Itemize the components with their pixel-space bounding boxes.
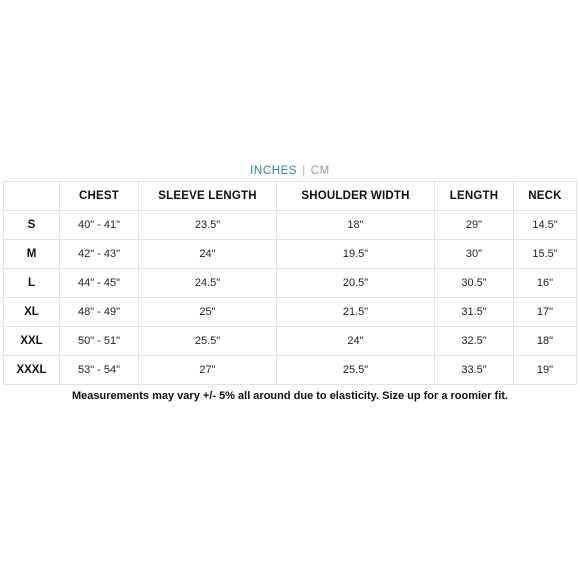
shoulder-width-cell: 20.5"	[277, 269, 435, 298]
size-label: S	[4, 211, 60, 240]
length-cell: 31.5"	[435, 298, 514, 327]
chest-cell: 48" - 49"	[60, 298, 139, 327]
table-row	[4, 211, 577, 240]
neck-cell: 16"	[514, 269, 577, 298]
size-label: XXL	[4, 327, 60, 356]
column-header-sleeve-length: SLEEVE LENGTH	[139, 182, 277, 211]
sleeve-length-cell: 25"	[139, 298, 277, 327]
size-chart-table	[3, 181, 577, 385]
column-header-neck: NECK	[514, 182, 577, 211]
table-row	[4, 298, 577, 327]
column-header-shoulder-width: SHOULDER WIDTH	[277, 182, 435, 211]
neck-cell: 19"	[514, 356, 577, 385]
measurement-footnote: Measurements may vary +/- 5% all around due to elasticity. Size up for a roomier fit.	[72, 390, 508, 402]
neck-cell: 17"	[514, 298, 577, 327]
chest-cell: 44" - 45"	[60, 269, 139, 298]
shoulder-width-cell: 21.5"	[277, 298, 435, 327]
size-label: L	[4, 269, 60, 298]
chest-cell: 40" - 41"	[60, 211, 139, 240]
chest-cell: 53" - 54"	[60, 356, 139, 385]
unit-toggle	[0, 163, 580, 179]
column-header-size	[4, 182, 60, 211]
size-label: XXXL	[4, 356, 60, 385]
sleeve-length-cell: 24.5"	[139, 269, 277, 298]
table-row	[4, 356, 577, 385]
neck-cell: 14.5"	[514, 211, 577, 240]
chest-cell: 50" - 51"	[60, 327, 139, 356]
column-header-length: LENGTH	[435, 182, 514, 211]
length-cell: 33.5"	[435, 356, 514, 385]
table-header-row	[4, 182, 577, 211]
sleeve-length-cell: 25.5"	[139, 327, 277, 356]
sleeve-length-cell: 23.5"	[139, 211, 277, 240]
neck-cell: 15.5"	[514, 240, 577, 269]
length-cell: 30.5"	[435, 269, 514, 298]
length-cell: 29"	[435, 211, 514, 240]
unit-separator: |	[302, 165, 306, 177]
shoulder-width-cell: 24"	[277, 327, 435, 356]
chest-cell: 42" - 43"	[60, 240, 139, 269]
size-label: M	[4, 240, 60, 269]
shoulder-width-cell: 19.5"	[277, 240, 435, 269]
neck-cell: 18"	[514, 327, 577, 356]
table-row	[4, 327, 577, 356]
length-cell: 30"	[435, 240, 514, 269]
unit-inches-tab[interactable]: INCHES	[250, 165, 298, 177]
size-label: XL	[4, 298, 60, 327]
sleeve-length-cell: 24"	[139, 240, 277, 269]
column-header-chest: CHEST	[60, 182, 139, 211]
table-row	[4, 269, 577, 298]
sleeve-length-cell: 27"	[139, 356, 277, 385]
unit-cm-tab[interactable]: CM	[310, 165, 330, 177]
table-row	[4, 240, 577, 269]
shoulder-width-cell: 18"	[277, 211, 435, 240]
shoulder-width-cell: 25.5"	[277, 356, 435, 385]
length-cell: 32.5"	[435, 327, 514, 356]
